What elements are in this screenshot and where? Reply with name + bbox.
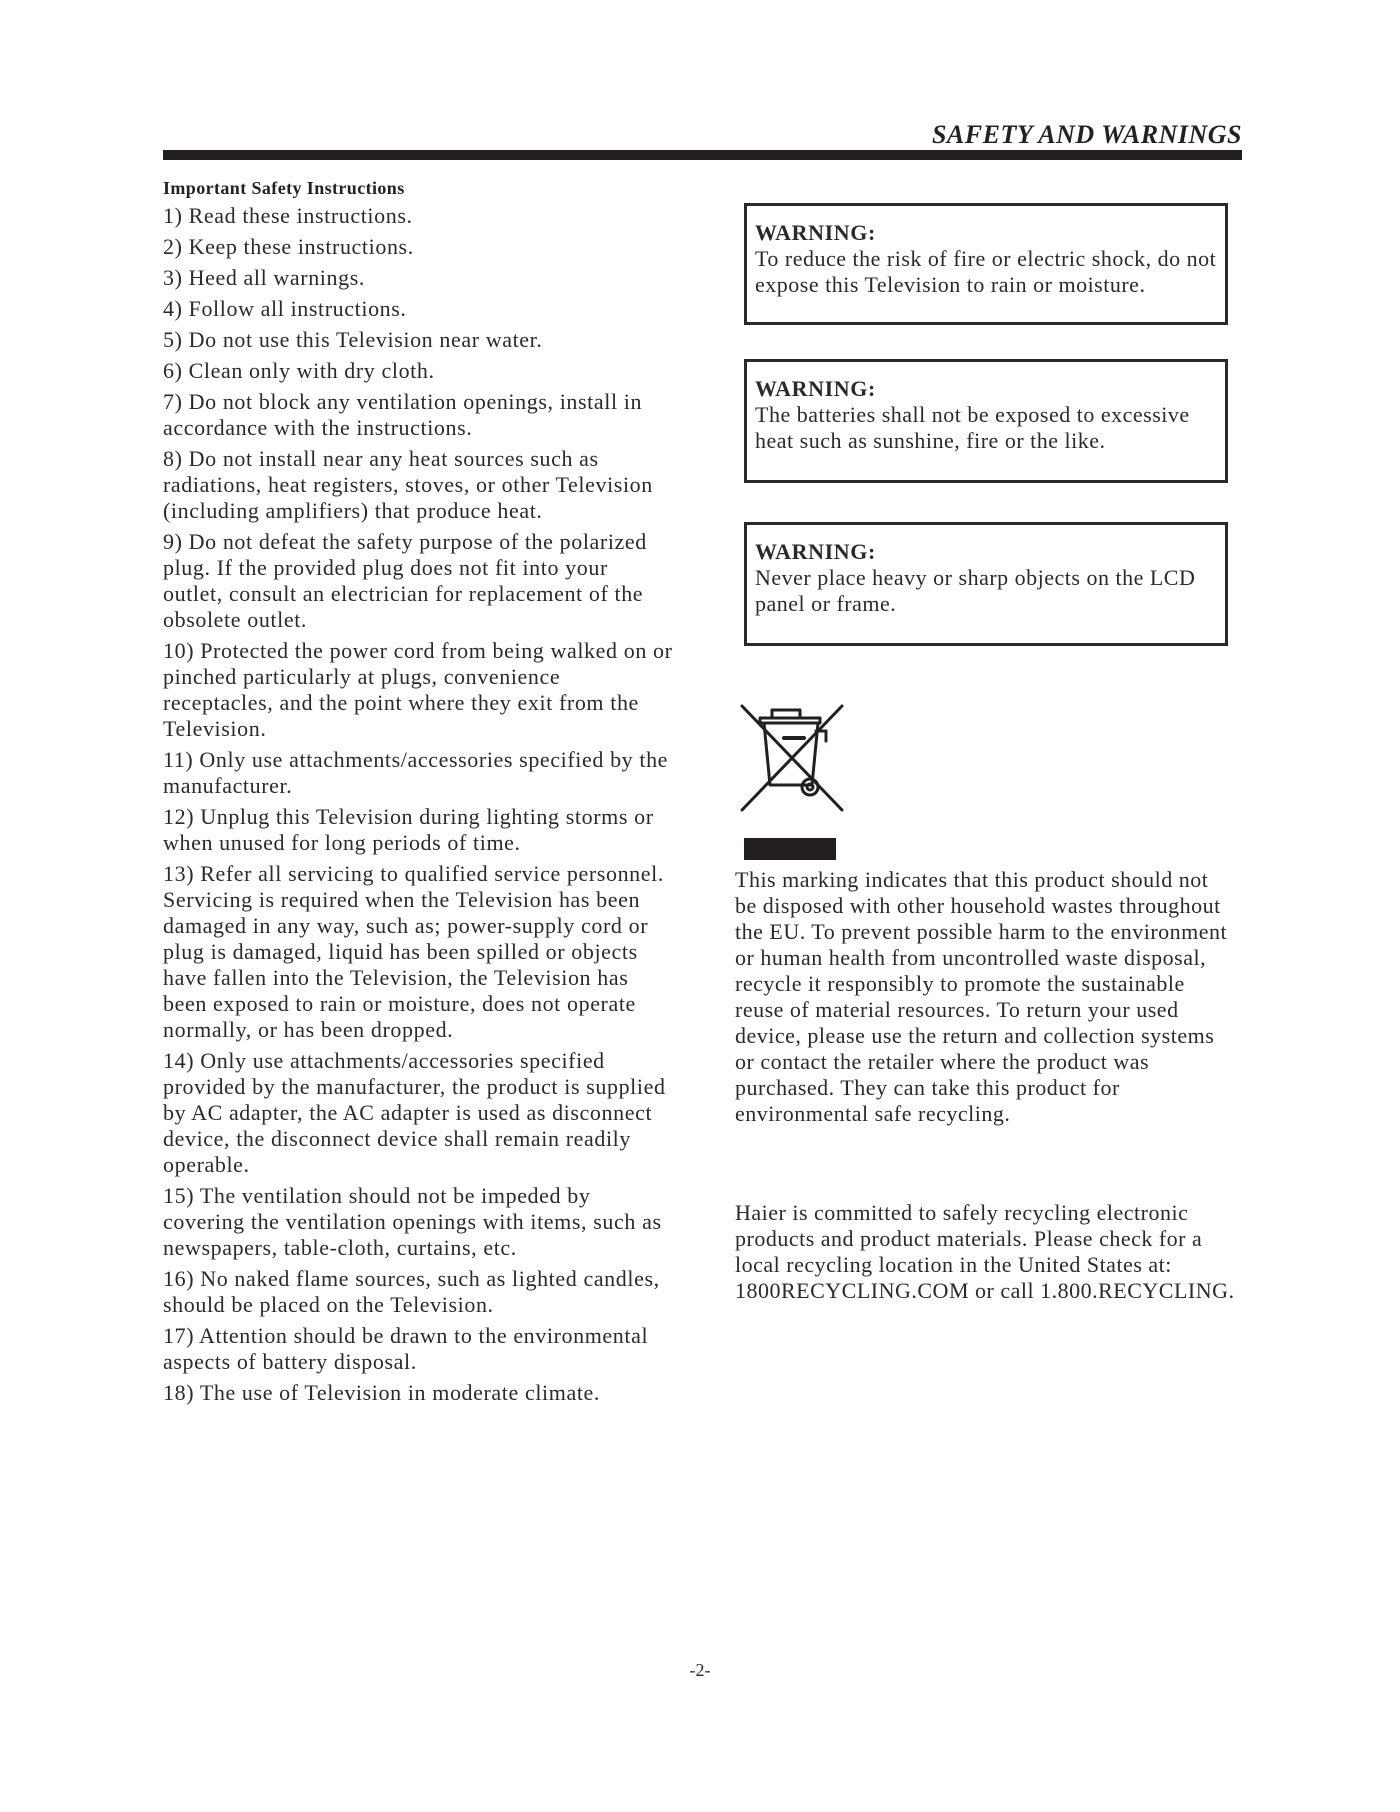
instruction-item: 8) Do not install near any heat sources such as radiations, heat registers, stoves, or other Television (including amplifiers) that produce heat. bbox=[163, 446, 653, 523]
page-title: SAFETY AND WARNINGS bbox=[931, 120, 1242, 149]
warning-box-fire bbox=[744, 203, 1228, 325]
weee-description: This marking indicates that this product should not be disposed with other household wastes throughout the EU. To prevent possible harm to the environment or human health from uncontrolled waste disposal, recycle it responsibly to promote the sustainable reuse of material resources. To return your used device, please use the return and collection systems or contact the retailer where the product was purchased. They can take this product for environmental safe recycling. bbox=[735, 867, 1228, 1126]
instruction-item: 18) The use of Television in moderate climate. bbox=[163, 1380, 601, 1405]
safety-instructions bbox=[163, 178, 673, 1411]
instruction-item: 14) Only use attachments/accessories specified provided by the manufacturer, the product is supplied by AC adapter, the AC adapter is used as disconnect device, the disconnect device shall remain readily operable. bbox=[163, 1048, 666, 1177]
instruction-item: 11) Only use attachments/accessories specified by the manufacturer. bbox=[163, 747, 669, 798]
instruction-item: 15) The ventilation should not be impeded by covering the ventilation openings with items, such as newspapers, table-cloth, curtains, etc. bbox=[163, 1183, 662, 1260]
warning-box-objects bbox=[744, 522, 1228, 646]
warning-title: WARNING: bbox=[755, 539, 876, 564]
instruction-item: 2) Keep these instructions. bbox=[163, 234, 414, 259]
warning-box-batteries bbox=[744, 359, 1228, 483]
instruction-item: 5) Do not use this Television near water. bbox=[163, 327, 543, 352]
instruction-item: 10) Protected the power cord from being walked on or pinched particularly at plugs, convenience receptacles, and the point where they exit from the Television. bbox=[163, 638, 673, 741]
recycling-notice: Haier is committed to safely recycling electronic products and product materials. Please check for a local recycling location in the United States at: 1800RECYCLING.COM or call 1.800.RECYCLING. bbox=[735, 1200, 1235, 1303]
instruction-item: 7) Do not block any ventilation openings, install in accordance with the instructions. bbox=[163, 389, 643, 440]
instruction-item: 4) Follow all instructions. bbox=[163, 296, 407, 321]
instruction-item: 9) Do not defeat the safety purpose of the polarized plug. If the provided plug does not fit into your outlet, consult an electrician for replacement of the obsolete outlet. bbox=[163, 529, 647, 632]
instruction-item: 17) Attention should be drawn to the environmental aspects of battery disposal. bbox=[163, 1323, 649, 1374]
warning-title: WARNING: bbox=[755, 376, 876, 401]
instruction-item: 3) Heed all warnings. bbox=[163, 265, 365, 290]
page-number: -2- bbox=[689, 1660, 711, 1680]
instruction-item: 13) Refer all servicing to qualified service personnel. Servicing is required when the Television has been damaged in any way, such as; power-supply cord or plug is damaged, liquid has been spilled or objects have fallen into the Television, the Television has been exposed to rain or moisture, does not operate normally, or has been dropped. bbox=[163, 861, 664, 1042]
warning-text: Never place heavy or sharp objects on the LCD panel or frame. bbox=[755, 565, 1196, 616]
instruction-item: 16) No naked flame sources, such as lighted candles, should be placed on the Television. bbox=[163, 1266, 660, 1317]
weee-bar bbox=[744, 838, 836, 860]
warning-text: The batteries shall not be exposed to excessive heat such as sunshine, fire or the like. bbox=[755, 402, 1190, 453]
instructions-list bbox=[163, 203, 673, 1406]
warning-title: WARNING: bbox=[755, 220, 876, 245]
instruction-item: 12) Unplug this Television during lighting storms or when unused for long periods of time. bbox=[163, 804, 654, 855]
crossed-out-wheelie-bin-icon bbox=[736, 696, 848, 816]
instruction-item: 1) Read these instructions. bbox=[163, 203, 413, 228]
instruction-item: 6) Clean only with dry cloth. bbox=[163, 358, 435, 383]
warning-text: To reduce the risk of fire or electric shock, do not expose this Television to rain or moisture. bbox=[755, 246, 1217, 297]
header-rule bbox=[163, 150, 1242, 160]
instructions-heading: Important Safety Instructions bbox=[163, 178, 405, 198]
